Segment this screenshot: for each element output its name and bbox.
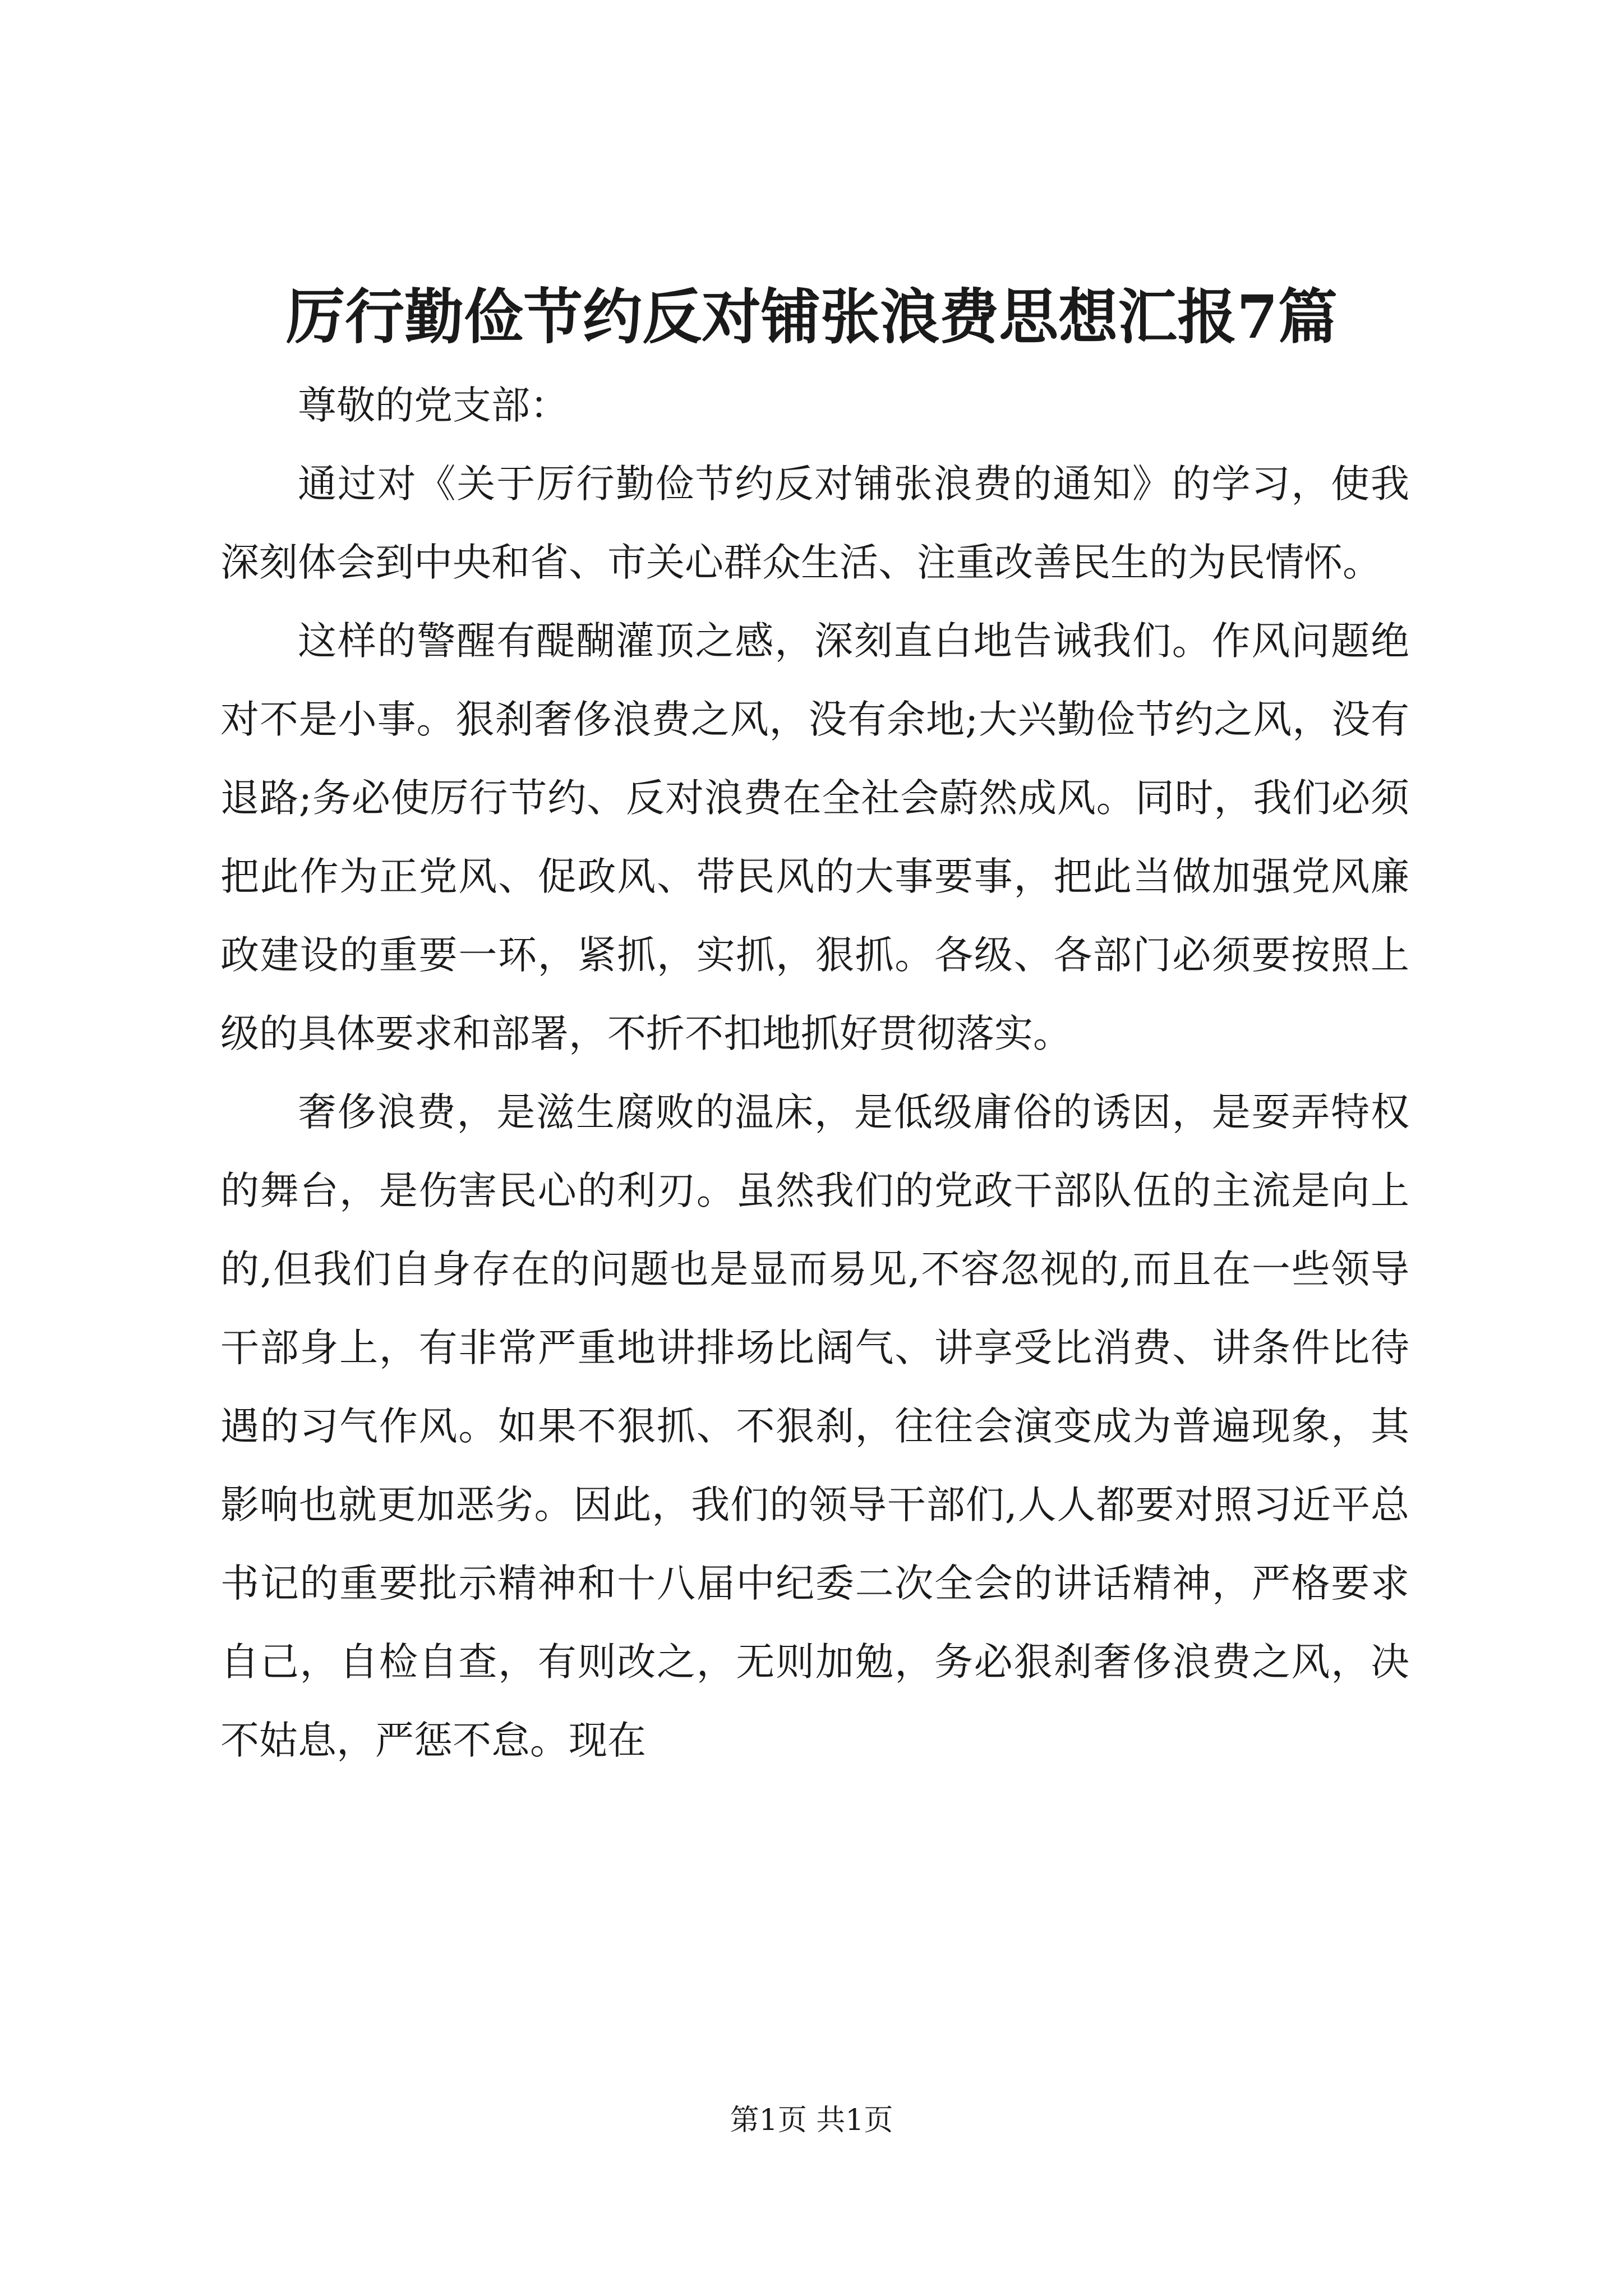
- document-title: 厉行勤俭节约反对铺张浪费思想汇报7篇: [285, 282, 1338, 352]
- document-body: [220, 366, 1409, 1780]
- paragraph-2: 这样的警醒有醍醐灌顶之感，深刻直白地告诫我们。作风问题绝对不是小事。狠刹奢侈浪费之风，没有余地;大兴勤俭节约之风，没有退路;务必使厉行节约、反对浪费在全社会蔚然成风。同时，我们必须把此作为正党风、促政风、带民风的大事要事，把此当做加强党风廉政建设的重要一环，紧抓，实抓，狠抓。各级、各部门必须要按照上级的具体要求和部署，不折不扣地抓好贯彻落实。: [220, 619, 1409, 1056]
- paragraph-3: 奢侈浪费，是滋生腐败的温床，是低级庸俗的诱因，是耍弄特权的舞台，是伤害民心的利刃。虽然我们的党政干部队伍的主流是向上的,但我们自身存在的问题也是显而易见,不容忽视的,而且在一些领导干部身上，有非常严重地讲排场比阔气、讲享受比消费、讲条件比待遇的习气作风。如果不狠抓、不狠刹，往往会演变成为普遍现象，其影响也就更加恶劣。因此，我们的领导干部们,人人都要对照习近平总书记的重要批示精神和十八届中纪委二次全会的讲话精神，严格要求自己，自检自查，有则改之，无则加勉，务必狠刹奢侈浪费之风，决不姑息，严惩不怠。现在: [220, 1090, 1409, 1763]
- paragraph-1: 通过对《关于厉行勤俭节约反对铺张浪费的通知》的学习，使我深刻体会到中央和省、市关心群众生活、注重改善民生的为民情怀。: [220, 462, 1409, 585]
- page-footer: 第1页 共1页: [730, 2104, 893, 2137]
- salutation: 尊敬的党支部：: [298, 383, 569, 428]
